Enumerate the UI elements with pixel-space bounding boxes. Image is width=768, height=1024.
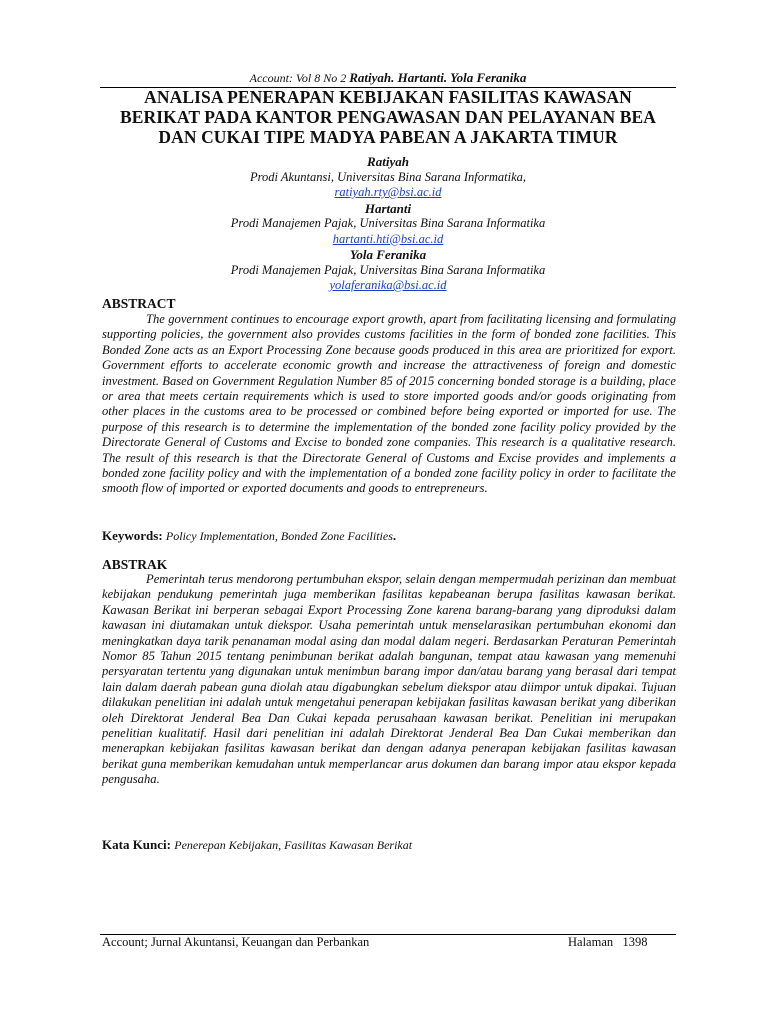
kata-kunci-label: Kata Kunci: xyxy=(102,837,171,852)
author-affiliation: Prodi Manajemen Pajak, Universitas Bina Sarana Informatika xyxy=(230,262,546,277)
paper-title xyxy=(100,87,676,147)
abstract-heading: ABSTRACT xyxy=(102,296,176,311)
title-line-3: DAN CUKAI TIPE MADYA PABEAN A JAKARTA TIMUR xyxy=(158,127,618,147)
author-block xyxy=(100,154,676,294)
keywords-value: Policy Implementation, Bonded Zone Facilities xyxy=(165,529,393,543)
running-head xyxy=(100,70,676,86)
footer-journal: Account; Jurnal Akuntansi, Keuangan dan Perbankan xyxy=(102,935,370,949)
author-email-link[interactable]: hartanti.hti@bsi.ac.id xyxy=(332,231,444,246)
author-affiliation: Prodi Manajemen Pajak, Universitas Bina Sarana Informatika xyxy=(230,216,546,230)
author-name: Yola Feranika xyxy=(349,247,427,262)
author-email-link[interactable]: yolaferanika@bsi.ac.id xyxy=(329,278,447,292)
abstract-body xyxy=(102,312,676,497)
abstrak-body xyxy=(102,572,676,788)
kata-kunci-value: Penerepan Kebijakan, Fasilitas Kawasan Berikat xyxy=(174,838,413,852)
abstrak-text: Pemerintah terus mendorong pertumbuhan ekspor, selain dengan mempermudah perizinan dan membuat kebijakan pendukung pemerintah juga memberikan fasilitas kepabeanan berupa fasilitas kawasan berikat. Kawasan Berikat ini berperan sebagai Export Processing Zone karena barang-barang yang diproduksi dalam kawasan ini diutamakan untuk diekspor. Usaha pemerintah untuk menselarasikan pertumbuhan ekonomi dan meningkatkan daya tarik penanaman modal asing dan modal dalam negeri. Berdasarkan Peraturan Pemerintah Nomor 85 Tahun 2015 tentang penimbunan berikat adalah bangunan, tempat atau kawasan yang memenuhi persyaratan tertentu yang digunakan untuk menimbun barang impor dan/atau barang yang berasal dari tempat lain dalam daerah pabean guna diolah atau digabungkan sebelum diekspor atau diimpor untuk dipakai. Tujuan dilakukan penelitian ini adalah untuk mengetahui penerapan kebijakan fasilitas kawasan berikat yang diberikan oleh Direktorat Jenderal Bea Dan Cukai kepada perusahaan kawasan berikat. Penelitian ini merupakan penelitian kualitatif. Hasil dari penelitian ini adalah Direktorat Jenderal Bea Dan Cukai memberikan dan menerapkan kebijakan fasilitas kawasan berikat dan dengan adanya penerapan kebijakan fasilitas kawasan berikat guna memberikan kemudahan untuk memperlancar arus dokumen dan barang impor atau ekspor kepada pengusaha. xyxy=(102,572,676,787)
author-email-link[interactable]: ratiyah.rty@bsi.ac.id xyxy=(334,185,442,199)
keywords-end: . xyxy=(392,528,397,543)
keywords-label: Keywords: xyxy=(102,528,163,543)
page-label: Halaman xyxy=(568,935,614,949)
footer-page xyxy=(568,935,648,950)
page-number: 1398 xyxy=(622,935,648,949)
author-name: Hartanti xyxy=(364,200,412,216)
running-head-authors: Ratiyah. Hartanti. Yola Feranika xyxy=(349,70,527,85)
title-line-1: ANALISA PENERAPAN KEBIJAKAN FASILITAS KAWASAN xyxy=(144,87,632,107)
author-name: Ratiyah xyxy=(367,154,409,169)
kata-kunci-line xyxy=(102,837,412,853)
journal-volume: Account: Vol 8 No 2 xyxy=(249,71,347,85)
author-affiliation: Prodi Akuntansi, Universitas Bina Sarana Informatika, xyxy=(249,169,527,184)
title-line-2: BERIKAT PADA KANTOR PENGAWASAN DAN PELAYANAN BEA xyxy=(119,107,657,127)
abstract-text: The government continues to encourage export growth, apart from facilitating licensing and formulating supporting policies, the government also provides customs facilities in the form of bonded zone facilities. This Bonded Zone acts as an Export Processing Zone because goods produced in this area are prioritized for export. Government efforts to accelerate economic growth and increase the attractiveness of foreign and domestic investment. Based on Government Regulation Number 85 of 2015 concerning bonded storage is a building, place or area that meets certain requirements which is used to store imported goods and/or goods originating from other places in the customs area to be processed or combined before being exported or imported for use. The purpose of this research is to determine the implementation of the bonded zone facility policy provided by the Directorate General of Customs and Excise to bonded zone companies. This research is a qualitative research. The result of this research is that the Directorate General of Customs and Excise provides and implements a bonded zone facility policy and with the implementation of a bonded zone facility policy in order to facilitate the smooth flow of imported or exported documents and goods to entrepreneurs. xyxy=(102,312,676,496)
abstrak-heading: ABSTRAK xyxy=(102,557,168,572)
keywords-line xyxy=(102,528,396,544)
